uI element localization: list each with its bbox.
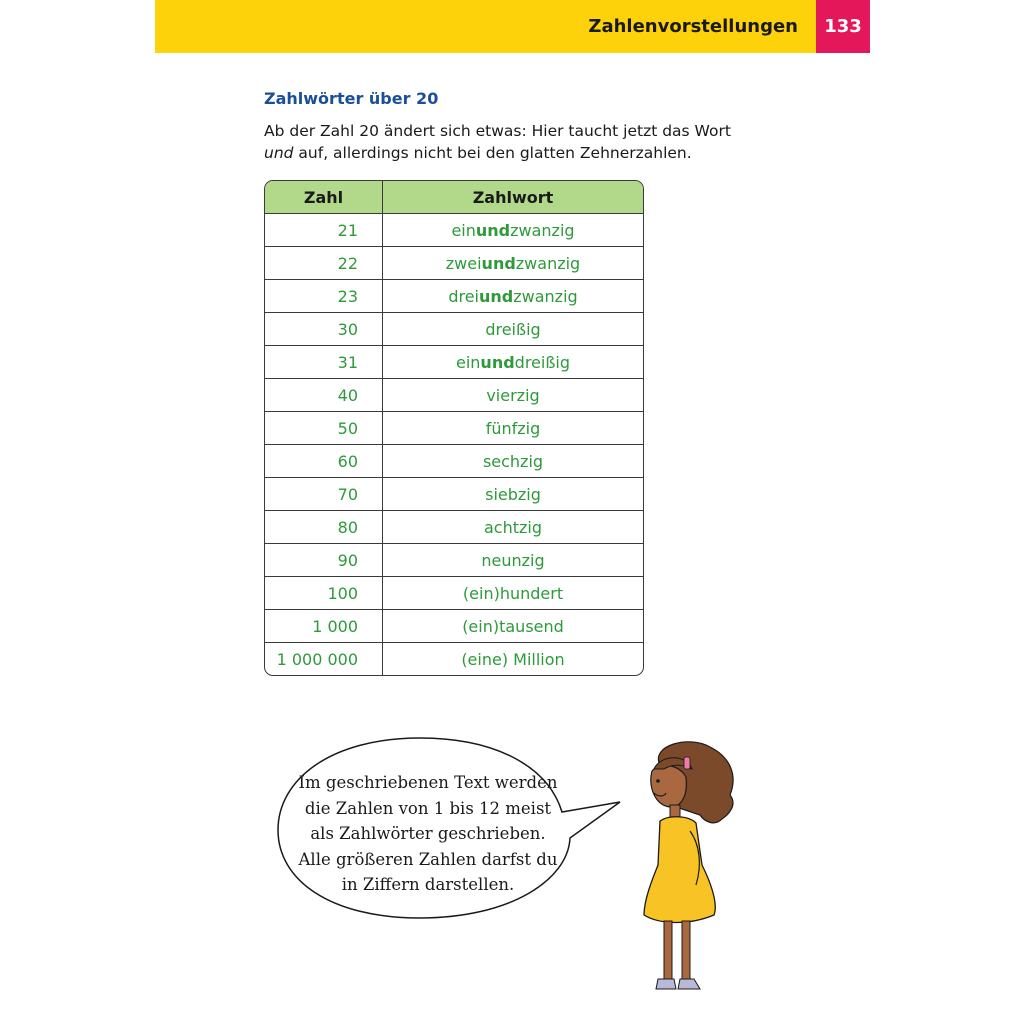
page-number: 133 bbox=[816, 0, 870, 53]
number-word-cell bbox=[383, 247, 643, 279]
word-prefix: ein bbox=[455, 352, 481, 372]
table-row bbox=[265, 642, 643, 675]
word-prefix: achtzig bbox=[483, 517, 542, 537]
number-cell: 1 000 000 bbox=[265, 643, 383, 675]
table-row bbox=[265, 378, 643, 411]
chapter-title: Zahlenvorstellungen bbox=[588, 16, 798, 37]
table-row bbox=[265, 246, 643, 279]
table-row bbox=[265, 279, 643, 312]
word-suffix: zwanzig bbox=[513, 286, 578, 306]
header-band bbox=[155, 0, 816, 53]
number-cell: 100 bbox=[265, 577, 383, 609]
number-cell: 30 bbox=[265, 313, 383, 345]
intro-paragraph bbox=[264, 120, 734, 164]
number-word-cell bbox=[383, 577, 643, 609]
number-word-cell bbox=[383, 544, 643, 576]
intro-line-1: Ab der Zahl 20 ändert sich etwas: Hier taucht jetzt das Wort bbox=[264, 122, 731, 140]
word-prefix: fünfzig bbox=[485, 418, 541, 438]
number-word-cell bbox=[383, 478, 643, 510]
number-word-cell bbox=[383, 280, 643, 312]
number-cell: 80 bbox=[265, 511, 383, 543]
word-prefix: (eine) Million bbox=[461, 649, 565, 669]
bubble-line: Im geschriebenen Text werden bbox=[298, 773, 558, 792]
number-cell: 22 bbox=[265, 247, 383, 279]
table-row bbox=[265, 543, 643, 576]
speech-bubble-text bbox=[278, 770, 578, 898]
bubble-line: in Ziffern darstellen. bbox=[341, 875, 515, 894]
bubble-line: Alle größeren Zahlen darfst du bbox=[298, 849, 558, 869]
number-word-cell bbox=[383, 511, 643, 543]
number-words-table bbox=[264, 180, 644, 676]
table-row bbox=[265, 477, 643, 510]
number-word-cell bbox=[383, 610, 643, 642]
word-suffix: zwanzig bbox=[510, 220, 575, 240]
table-row bbox=[265, 312, 643, 345]
column-header-zahlwort: Zahlwort bbox=[472, 187, 554, 207]
table-row bbox=[265, 213, 643, 246]
word-prefix: neunzig bbox=[481, 550, 545, 570]
word-und-bold: und bbox=[481, 253, 516, 273]
number-cell: 70 bbox=[265, 478, 383, 510]
table-row bbox=[265, 444, 643, 477]
intro-line-2-rest: auf, allerdings nicht bei den glatten Zehnerzahlen. bbox=[293, 144, 692, 162]
number-cell: 60 bbox=[265, 445, 383, 477]
word-und-bold: und bbox=[479, 286, 514, 306]
intro-italic-word: und bbox=[264, 144, 294, 162]
word-prefix: sechzig bbox=[482, 451, 544, 471]
section-heading: Zahlwörter über 20 bbox=[264, 89, 439, 108]
bubble-line: als Zahlwörter geschrieben. bbox=[310, 824, 546, 843]
number-cell: 31 bbox=[265, 346, 383, 378]
word-prefix: vierzig bbox=[486, 385, 540, 405]
number-cell: 90 bbox=[265, 544, 383, 576]
word-suffix: zwanzig bbox=[515, 253, 581, 273]
number-word-cell bbox=[383, 313, 643, 345]
intro-line-2 bbox=[264, 142, 734, 164]
number-cell: 23 bbox=[265, 280, 383, 312]
number-cell: 1 000 bbox=[265, 610, 383, 642]
table-header-row bbox=[265, 181, 643, 213]
bubble-line: die Zahlen von 1 bis 12 meist bbox=[304, 798, 552, 818]
table-row bbox=[265, 576, 643, 609]
table-row bbox=[265, 609, 643, 642]
word-prefix: (ein)tausend bbox=[462, 616, 564, 636]
word-und-bold: und bbox=[475, 220, 511, 240]
number-cell: 21 bbox=[265, 214, 383, 246]
word-prefix: siebzig bbox=[485, 484, 541, 504]
number-cell: 50 bbox=[265, 412, 383, 444]
word-prefix: dreißig bbox=[485, 319, 541, 339]
number-word-cell bbox=[383, 379, 643, 411]
table-row bbox=[265, 345, 643, 378]
word-prefix: drei bbox=[448, 286, 479, 306]
number-word-cell bbox=[383, 445, 643, 477]
word-prefix: zwei bbox=[445, 253, 482, 273]
word-suffix: dreißig bbox=[514, 352, 571, 372]
word-prefix: (ein)hundert bbox=[462, 583, 564, 603]
column-header-zahl: Zahl bbox=[265, 181, 383, 213]
word-prefix: ein bbox=[451, 220, 476, 240]
number-cell: 40 bbox=[265, 379, 383, 411]
table-row bbox=[265, 411, 643, 444]
number-word-cell bbox=[383, 346, 643, 378]
number-word-cell bbox=[383, 643, 643, 675]
number-word-cell bbox=[383, 412, 643, 444]
girl-character-icon bbox=[630, 735, 750, 1005]
table-row bbox=[265, 510, 643, 543]
word-und-bold: und bbox=[480, 352, 515, 372]
number-word-cell bbox=[383, 214, 643, 246]
